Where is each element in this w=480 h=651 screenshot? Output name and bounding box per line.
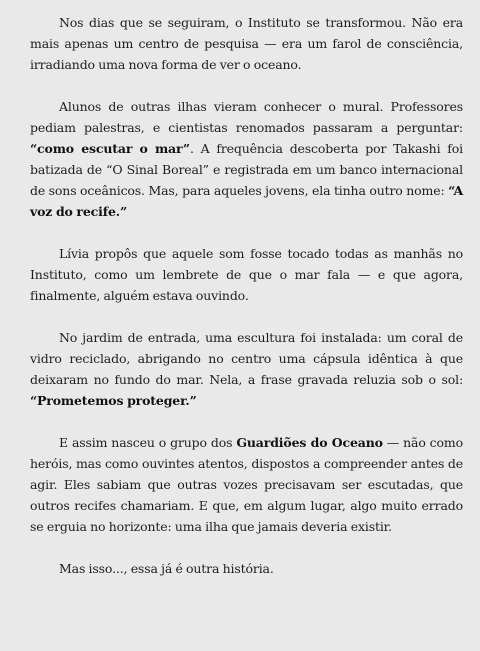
emphasis-quote: “como escutar o mar” bbox=[30, 141, 190, 156]
emphasis-group-name: Guardiões do Oceano bbox=[236, 435, 383, 450]
paragraph-text: Mas isso..., essa já é outra história. bbox=[59, 561, 274, 576]
paragraph-text: No jardim de entrada, uma escultura foi instalada: um coral de vidro reciclado, abrigando no centro uma cápsula idêntica à que deixaram no fundo do mar. Nela, a frase gravada reluzia sob o sol: bbox=[30, 330, 463, 387]
paragraph bbox=[30, 12, 463, 75]
paragraph-text: Nos dias que se seguiram, o Instituto se transformou. Não era mais apenas um centro de pesquisa — era um farol de consciência, irradiando uma nova forma de ver o oceano. bbox=[30, 15, 463, 72]
paragraph bbox=[30, 432, 463, 537]
paragraph-text: Lívia propôs que aquele som fosse tocado todas as manhãs no Instituto, como um lembrete de que o mar fala — e que agora, finalmente, alguém estava ouvindo. bbox=[30, 246, 463, 303]
document-body bbox=[30, 12, 463, 600]
paragraph bbox=[30, 243, 463, 306]
paragraph-text: . A frequência descoberta por Takashi foi batizada de “O Sinal Boreal” e registrada em um banco internacional de sons oceânicos. Mas, para aqueles jovens, ela tinha outro nome: bbox=[30, 141, 463, 198]
emphasis-quote: “Prometemos proteger.” bbox=[30, 393, 197, 408]
paragraph-text: Alunos de outras ilhas vieram conhecer o mural. Professores pediam palestras, e cientistas renomados passaram a perguntar: bbox=[30, 99, 463, 135]
paragraph bbox=[30, 327, 463, 411]
paragraph-text: E assim nasceu o grupo dos bbox=[59, 435, 237, 450]
paragraph bbox=[30, 96, 463, 222]
emphasis-quote: “A voz do recife.” bbox=[30, 183, 463, 219]
paragraph bbox=[30, 558, 463, 579]
paragraph-text: — não como heróis, mas como ouvintes atentos, dispostos a compreender antes de agir. Eles sabiam que outras vozes precisavam ser escutadas, que outros recifes chamariam. E que, em algum lugar, algo muito errado se erguia no horizonte: uma ilha que jamais deveria existir. bbox=[30, 435, 463, 534]
